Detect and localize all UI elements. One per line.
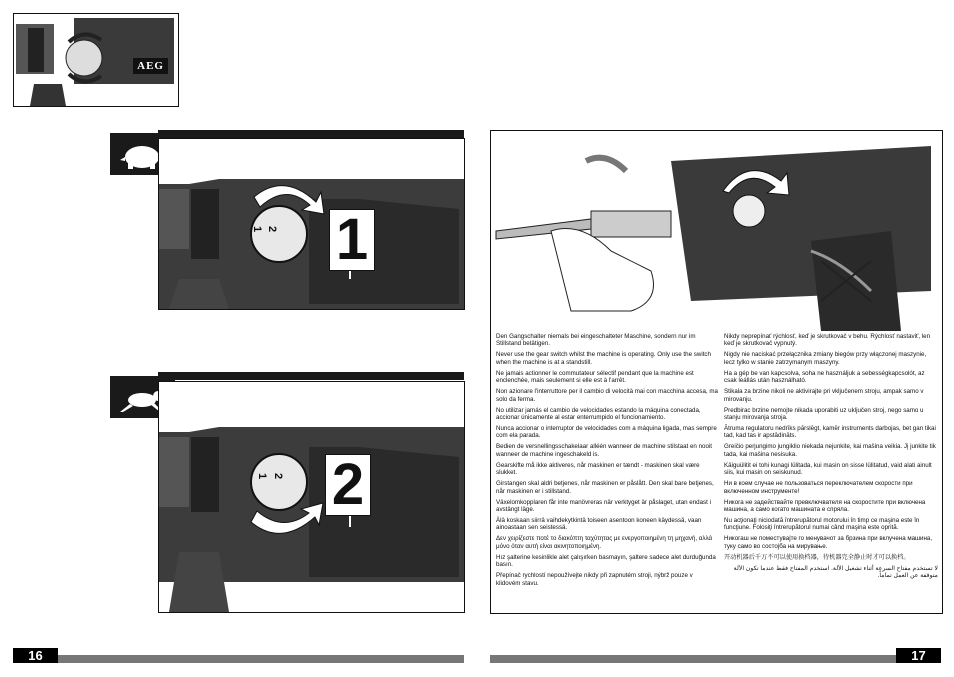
warning-paragraph: Växelomkopplaren får inte manövreras när verktyget är påslaget, utan endast i avstängt läge. — [496, 498, 711, 514]
warning-paragraph: Nigdy nie naciskać przełącznika zmiany biegów przy włączonej maszynie, lecz tylko w stanie zatrzymanym maszyny. — [724, 351, 927, 366]
warning-paragraph: Älä koskaan siirrä vaihdekytkintä toiseen asentoon koneen käydessä, vaan ainoastaan sen seistessä. — [496, 517, 702, 532]
step-number: 1 — [329, 209, 375, 271]
warning-text-column-right — [724, 333, 938, 583]
step2-illustration — [158, 381, 465, 613]
warning-paragraph: Ha a gép be van kapcsolva, soha ne használjuk a sebességkapcsolót, az csak leállás után használható. — [724, 369, 925, 385]
drill-operation-illustration — [491, 131, 942, 331]
warning-paragraph: Stikala za brzine nikoli ne aktivirajte pri vključenem stroju, ampak samo v mirovanju. — [724, 388, 924, 403]
panel2-header-bar — [158, 372, 464, 380]
page-number: 16 — [13, 648, 58, 663]
warning-paragraph: Никогаш не поместувајте го менувачот за брзина при вклучена машина, туку само во состојба на мирување. — [724, 535, 933, 550]
warning-paragraph: 开动机器后千万不可以使用换档器，待机器完全静止时才可以换档。 — [724, 553, 910, 561]
warning-paragraph: Δεν χειρίζεστε ποτέ το διακόπτη ταχύτητας με ενεργοποιημένη τη μηχανή, αλλά μόνο όταν αυτή είναι ακινητοποιημένη. — [496, 535, 713, 550]
warning-paragraph: Predbirac brzine nemojte nikada uporabiti uz uključen stroj, nego samo u stanju mirovanja stroja. — [724, 406, 924, 422]
warning-paragraph: No utilizar jamás el cambio de velocidades estando la máquina conectada, accionar únicamente al estar enterrumpido el funcionamiento. — [496, 406, 701, 422]
warning-paragraph: Ātruma regulatoru nedrīks pārslēgt, kamēr instruments darbojas, bet gan tikai tad, kad tas ir apstādināts. — [724, 425, 936, 440]
warning-paragraph: Nikdy neprepínať rýchlosť, keď je skrutkovač v behu. Rýchlosť nastaviť, len keď je skrutkovač vypnutý. — [724, 333, 931, 348]
step-number: 2 — [325, 454, 371, 516]
warning-paragraph: Bedien de versnellingsschakelaar alléén wanneer de machine stilstaat en nooit wanneer de machine ingeschakeld is. — [496, 443, 713, 458]
footer-bar — [490, 655, 896, 663]
step1-illustration — [158, 138, 465, 310]
warning-paragraph: Girstangen skal aldri betjenes, når maskinen er påslått. Den skal bare betjenes, når maskinen er i stillstand. — [496, 480, 714, 495]
page-number: 17 — [896, 648, 941, 663]
dial-number-1: 1 — [256, 472, 269, 480]
warning-paragraph: Hız şalterine kesinlikle alet çalışırken basmayın, şaltere sadece alet durduğunda basın. — [496, 553, 716, 569]
footer-left — [13, 648, 464, 663]
warning-paragraph: Never use the gear switch whilst the machine is operating. Only use the switch when the machine is at a standstill. — [496, 351, 711, 366]
dial-number-1: 1 — [251, 225, 264, 233]
warning-paragraph: Přepínač rychlostí nepoužívejte nikdy při zapnutém stroji, nýbrž pouze v klidovém stavu. — [496, 572, 693, 587]
warning-paragraph: Greičio perjungimo jungiklio niekada nejunkite, kai mašina veikia. Jį junkite tik tada, kai mašina nesisuka. — [724, 443, 936, 458]
warning-paragraph: لا تستخدم مفتاح السرعة أثناء تشغيل الآلة. استخدم المفتاح فقط عندما تكون الآلة متوقفة عن العمل تماماً. — [733, 564, 938, 580]
warning-paragraph: Gearskifte må ikke aktiveres, når maskinen er tændt - maskinen skal være slukket. — [496, 461, 700, 477]
warning-paragraph: Ne jamais actionner le commutateur sélectif pendant que la machine est enclenchée, mais seulement si elle est à l'arrêt. — [496, 369, 694, 385]
warning-paragraph: Den Gangschalter niemals bei eingeschalteter Maschine, sondern nur im Stillstand betätigen. — [496, 333, 696, 348]
warning-paragraph: Nunca accionar o interruptor de velocidades com a máquina ligada, mas sempre com ela parada. — [496, 425, 717, 440]
aeg-logo: AEG — [133, 58, 168, 74]
thumbnail-image — [13, 13, 179, 107]
warning-paragraph: Käiguülitit ei tohi kunagi lülitada, kui masin on sisse lülitatud, vaid alati ainult siis, kui masin on seiskunud. — [724, 461, 932, 477]
warning-paragraph: Ни в коем случае не пользоваться переключателем скорости при включенном инструменте! — [724, 480, 913, 495]
warning-paragraph: Non azionare l'interruttore per il cambio di velocità mai con macchina accesa, ma solo da ferma. — [496, 388, 718, 403]
dial-number-2: 2 — [266, 225, 279, 233]
footer-right — [490, 648, 941, 663]
dial-number-2: 2 — [272, 472, 285, 480]
footer-bar — [58, 655, 464, 663]
warning-paragraph: Nu acţionaţi niciodată întrerupătorul motorului în timp ce maşina este în funcţiune. Folosiţi întrerupătorul numai când maşina este oprită. — [724, 517, 920, 532]
warning-paragraph: Никога не задействайте превключвателя на скоростите при включена машина, а само когато машината е спряла. — [724, 498, 926, 514]
panel1-header-bar — [158, 130, 464, 138]
warning-text-column-left — [496, 333, 718, 591]
